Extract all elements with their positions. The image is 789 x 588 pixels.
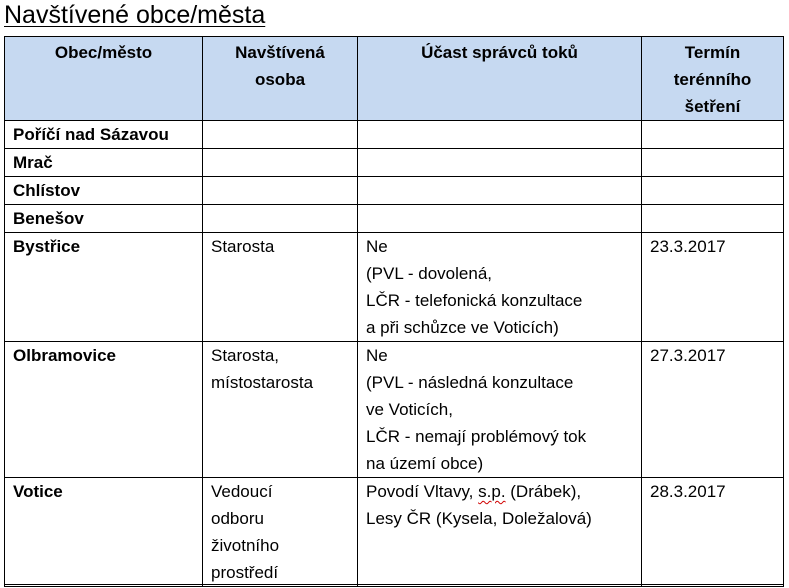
date-cell: 28.3.2017: [642, 478, 784, 587]
table-row: [5, 177, 784, 205]
participation-line: LČR - nemají problémový tok: [366, 427, 587, 446]
header-place: [5, 37, 203, 121]
place-cell: Benešov: [5, 205, 203, 233]
participation-line: Ne: [366, 346, 388, 365]
header-person-line: Navštívená: [235, 43, 325, 62]
person-cell: [203, 233, 358, 342]
person-cell: [203, 177, 358, 205]
table-row: [5, 205, 784, 233]
person-line: odboru: [211, 509, 264, 528]
date-cell: [642, 149, 784, 177]
visits-table: [4, 36, 784, 587]
date-cell: 23.3.2017: [642, 233, 784, 342]
date-cell: [642, 205, 784, 233]
place-cell: Mrač: [5, 149, 203, 177]
person-cell: [203, 149, 358, 177]
participation-line: a při schůzce ve Voticích): [366, 318, 559, 337]
participation-line: Ne: [366, 237, 388, 256]
person-cell: [203, 121, 358, 149]
header-date: [642, 37, 784, 121]
participation-line: Lesy ČR (Kysela, Doležalová): [366, 509, 592, 528]
person-line: Starosta: [211, 237, 275, 256]
participation-cell: [358, 149, 642, 177]
participation-line-spellchecked: Povodí Vltavy, s.p. (Drábek),: [366, 482, 582, 501]
header-row: [5, 37, 784, 121]
header-date-line: šetření: [684, 97, 741, 116]
place-cell: Olbramovice: [5, 342, 203, 478]
participation-cell: [358, 177, 642, 205]
table-row: [5, 342, 784, 478]
date-cell: [642, 121, 784, 149]
header-date-line: terénního: [673, 70, 752, 89]
participation-line: ve Voticích,: [366, 400, 453, 419]
participation-line: na území obce): [366, 454, 484, 473]
header-date-line: Termín: [684, 43, 741, 62]
person-line: prostředí: [211, 563, 279, 582]
place-cell: Poříčí nad Sázavou: [5, 121, 203, 149]
person-line: Vedoucí: [211, 482, 273, 501]
table-row: [5, 149, 784, 177]
spellcheck-flagged-word: s.p.: [478, 482, 506, 501]
place-cell: Votice: [5, 478, 203, 587]
page-title: Navštívené obce/města: [4, 1, 266, 29]
place-cell: Chlístov: [5, 177, 203, 205]
person-line: místostarosta: [211, 373, 314, 392]
person-cell: [203, 205, 358, 233]
date-cell: 27.3.2017: [642, 342, 784, 478]
table-row: [5, 478, 784, 587]
participation-line: LČR - telefonická konzultace: [366, 291, 583, 310]
next-table-top-border: [4, 584, 783, 585]
person-cell: [203, 342, 358, 478]
table-row: [5, 121, 784, 149]
participation-cell: [358, 478, 642, 587]
participation-line: (PVL - dovolená,: [366, 264, 492, 283]
header-participation: [358, 37, 642, 121]
header-person: [203, 37, 358, 121]
participation-cell: [358, 121, 642, 149]
participation-cell: [358, 205, 642, 233]
person-cell: [203, 478, 358, 587]
participation-cell: [358, 233, 642, 342]
table-row: [5, 233, 784, 342]
place-cell: Bystřice: [5, 233, 203, 342]
participation-cell: [358, 342, 642, 478]
header-person-line: osoba: [254, 70, 306, 89]
table-header: [5, 37, 784, 121]
person-line: Starosta,: [211, 346, 280, 365]
date-cell: [642, 177, 784, 205]
table-body: [5, 121, 784, 587]
header-place-line: Obec/město: [54, 43, 153, 62]
person-line: životního: [211, 536, 280, 555]
header-participation-line: Účast správců toků: [421, 43, 578, 62]
participation-line: (PVL - následná konzultace: [366, 373, 574, 392]
